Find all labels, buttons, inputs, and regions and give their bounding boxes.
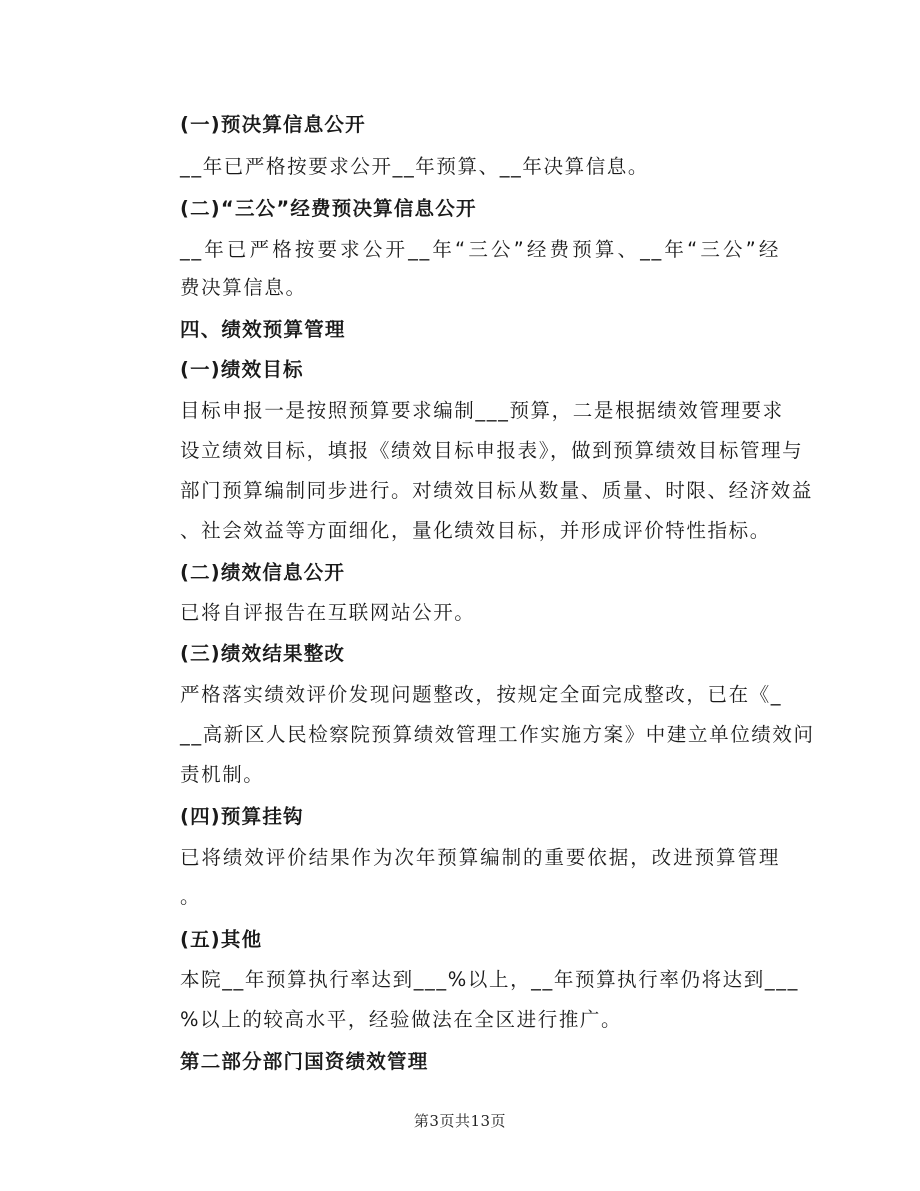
section-heading-budget-linkage: (四)预算挂钩 xyxy=(180,805,304,828)
section-heading-other: (五)其他 xyxy=(180,928,263,951)
paragraph-line: %以上的较高水平，经验做法在全区进行推广。 xyxy=(180,1008,623,1031)
paragraph-line: __年已严格按要求公开__年预算、__年决算信息。 xyxy=(180,155,650,178)
paragraph-line: 本院__年预算执行率达到___%以上，__年预算执行率仍将达到___ xyxy=(180,968,799,991)
paragraph-line: 已将绩效评价结果作为次年预算编制的重要依据，改进预算管理 xyxy=(180,846,780,869)
paragraph-line: 设立绩效目标，填报《绩效目标申报表》，做到预算绩效目标管理与 xyxy=(180,439,804,462)
paragraph-line: __高新区人民检察院预算绩效管理工作实施方案》中建立单位绩效问 xyxy=(180,723,815,746)
section-heading-three-expenses: (二)“三公”经费预决算信息公开 xyxy=(180,197,477,220)
section-heading-performance-goals: (一)绩效目标 xyxy=(180,358,304,381)
paragraph-line: 。 xyxy=(180,885,202,908)
paragraph-line: __年已严格按要求公开__年“三公”经费预算、__年“三公”经 xyxy=(180,238,780,261)
paragraph-line: 已将自评报告在互联网站公开。 xyxy=(180,601,476,624)
section-heading-performance-budget: 四、绩效预算管理 xyxy=(180,318,346,341)
section-heading-budget-disclosure: (一)预决算信息公开 xyxy=(180,113,366,136)
paragraph-line: 目标申报一是按照预算要求编制___预算，二是根据绩效管理要求 xyxy=(180,399,784,422)
paragraph-line: 严格落实绩效评价发现问题整改，按规定全面完成整改，已在《_ xyxy=(180,683,783,706)
section-heading-rectification: (三)绩效结果整改 xyxy=(180,642,346,665)
paragraph-line: 部门预算编制同步进行。对绩效目标从数量、质量、时限、经济效益 xyxy=(180,479,814,502)
section-heading-performance-disclosure: (二)绩效信息公开 xyxy=(180,561,346,584)
paragraph-line: 责机制。 xyxy=(180,763,265,786)
part-heading-state-assets: 第二部分部门国资绩效管理 xyxy=(180,1050,429,1073)
paragraph-line: 、社会效益等方面细化，量化绩效目标，并形成评价特性指标。 xyxy=(180,519,771,542)
paragraph-line: 费决算信息。 xyxy=(180,276,307,299)
page-number: 第3页共13页 xyxy=(413,1112,507,1130)
